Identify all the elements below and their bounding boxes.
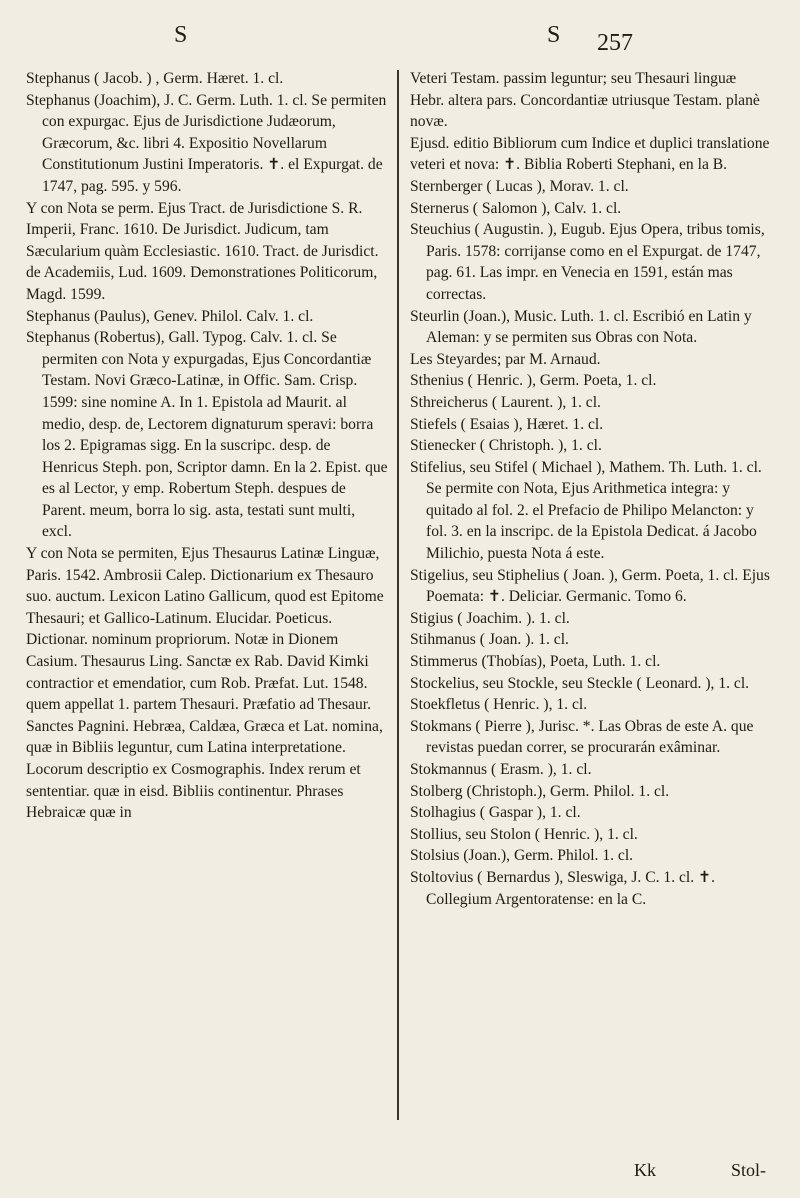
- entry: Stolberg (Christoph.), Germ. Philol. 1. cl.: [410, 782, 670, 800]
- entry-stephanus-robertus: Stephanus (Robertus), Gall. Typog. Calv. 1. cl. Se permiten con Nota y expurgadas, Ejus Concordantiæ Testam. Novi Græco-Latinæ, in Offic. Sam. Crisp. 1599: sine nomine A. In 1. Epistola ad Maurit. al medio, desp. de, Lectorem dignaturum speravi: borra los 2. Epigramas sigg. En la suscripc. desp. de Henricus Steph. pon, Scriptor damn. En la 2. Epist. que es al Lector, y emp. Robertum Steph. despues de Parent. meum, borra lo sig. asta, testati sunt multi, excl.: [26, 329, 388, 541]
- entry: Stolsius (Joan.), Germ. Philol. 1. cl.: [410, 847, 634, 865]
- entry: Sthreicherus ( Laurent. ), 1. cl.: [410, 393, 601, 411]
- entry: Stokmannus ( Erasm. ), 1. cl.: [410, 761, 592, 778]
- right-column: [410, 68, 772, 910]
- entry-stephanus-joachim: Stephanus (Joachim), J. C. Germ. Luth. 1. cl. Se permiten con expurgac. Ejus de Jurisdictione Judæorum, Græcorum, &c. libri 4. Expositio Novellarum Constitutionum Justini Imperatoris. ✝. el Expurgat. de 1747, pag. 595. y 596.: [26, 91, 387, 195]
- entry: Stienecker ( Christoph. ), 1. cl.: [410, 437, 602, 455]
- entry: Stoekfletus ( Henric. ), 1. cl.: [410, 696, 588, 714]
- entry: Stoltovius ( Bernardus ), Sleswiga, J. C. 1. cl. ✝. Collegium Argentoratense: en la C.: [410, 868, 715, 908]
- signature-mark: Kk: [634, 1160, 656, 1180]
- entry: Stifelius, seu Stifel ( Michael ), Mathem. Th. Luth. 1. cl. Se permite con Nota, Ejus Arithmetica integra: y quitado al fol. 2. el Prefacio de Philipo Melancton: y fol. 3. en la inscripc. de la Epistola Dedicat. á Jacobo Milichio, puesta Nota á este.: [410, 458, 762, 563]
- entry-continuation: Veteri Testam. passim leguntur; seu Thesauri linguæ Hebr. altera pars. Concordantiæ utriusque Testam. planè novæ.: [410, 70, 760, 131]
- entry-stephanus-paulus: Stephanus (Paulus), Genev. Philol. Calv. 1. cl.: [26, 307, 314, 325]
- entry: Sthenius ( Henric. ), Germ. Poeta, 1. cl.: [410, 372, 657, 390]
- left-column: [26, 68, 388, 824]
- entry: Steurlin (Joan.), Music. Luth. 1. cl. Escribió en Latin y Aleman: y se permiten sus Obras con Nota.: [410, 307, 752, 347]
- entry-continuation: Ejusd. editio Bibliorum cum Indice et duplici translatione veteri et nova: ✝. Biblia Roberti Stephani, en la B.: [410, 134, 770, 174]
- entry: Stigelius, seu Stiphelius ( Joan. ), Germ. Poeta, 1. cl. Ejus Poemata: ✝. Deliciar. Germanic. Tomo 6.: [410, 566, 770, 606]
- entry: Stigius ( Joachim. ). 1. cl.: [410, 609, 570, 627]
- entry-continuation: Y con Nota se perm. Ejus Tract. de Jurisdictione S. R. Imperii, Franc. 1610. De Jurisdict. Judicum, tam Sæcularium quàm Ecclesiastic. 1610. Tract. de Jurisdict. de Academiis, Lud. 1609. Demonstrationes Politicorum, Magd. 1599.: [26, 199, 379, 303]
- catchword: Stol-: [731, 1160, 767, 1180]
- entry-stephanus-jacob: Stephanus ( Jacob. ) , Germ. Hæret. 1. cl.: [26, 70, 284, 87]
- entry: Stollius, seu Stolon ( Henric. ), 1. cl.: [410, 825, 638, 843]
- entry-continuation: Y con Nota se permiten, Ejus Thesaurus Latinæ Linguæ, Paris. 1542. Ambrosii Calep. Dictionarium ex Thesauro suo. auctum. Lexicon Latino Gallicum, quod est Epitome Thesauri; et Gallico-Latinum. Elucidar. Poeticus. Dictionar. nominum propriorum. Notæ in Dionem Casium. Thesaurus Ling. Sanctæ ex Rab. David Kimki contractior et emendatior, cum Rob. Præfat. Lut. 1548. quem appellat 1. partem Thesauri. Præfatio ad Thesaur. Sanctes Pagnini. Hebræa, Caldæa, Græca et Lat. nomina, quæ in Bibliis leguntur, cum Latina interpretatione. Locorum descriptio ex Cosmographis. Index rerum et sententiar. quæ in eisd. Bibliis continentur. Phrases Hebraicæ quæ in: [26, 545, 384, 822]
- entry: Sternerus ( Salomon ), Calv. 1. cl.: [410, 199, 622, 217]
- page-number: 257: [597, 30, 633, 56]
- running-head-left: S: [174, 22, 188, 48]
- entry: Stokmans ( Pierre ), Jurisc. *. Las Obras de este A. que revistas puedan correr, se procurarán exâminar.: [410, 717, 754, 757]
- entry: Stockelius, seu Stockle, seu Steckle ( Leonard. ), 1. cl.: [410, 674, 750, 692]
- entry: Stiefels ( Esaias ), Hæret. 1. cl.: [410, 415, 604, 433]
- running-head-right: S: [547, 22, 561, 48]
- entry: Steuchius ( Augustin. ), Eugub. Ejus Opera, tribus tomis, Paris. 1578: corrijanse como en el Expurgat. de 1747, pag. 61. Las impr. en Venecia en 1591, están mas correctas.: [410, 221, 765, 303]
- column-divider: [397, 70, 399, 1120]
- entry: Stihmanus ( Joan. ). 1. cl.: [410, 631, 569, 649]
- entry: Stolhagius ( Gaspar ), 1. cl.: [410, 804, 581, 822]
- entry: Les Steyardes; par M. Arnaud.: [410, 350, 601, 368]
- entry: Stimmerus (Thobías), Poeta, Luth. 1. cl.: [410, 653, 661, 671]
- entry: Sternberger ( Lucas ), Morav. 1. cl.: [410, 177, 629, 195]
